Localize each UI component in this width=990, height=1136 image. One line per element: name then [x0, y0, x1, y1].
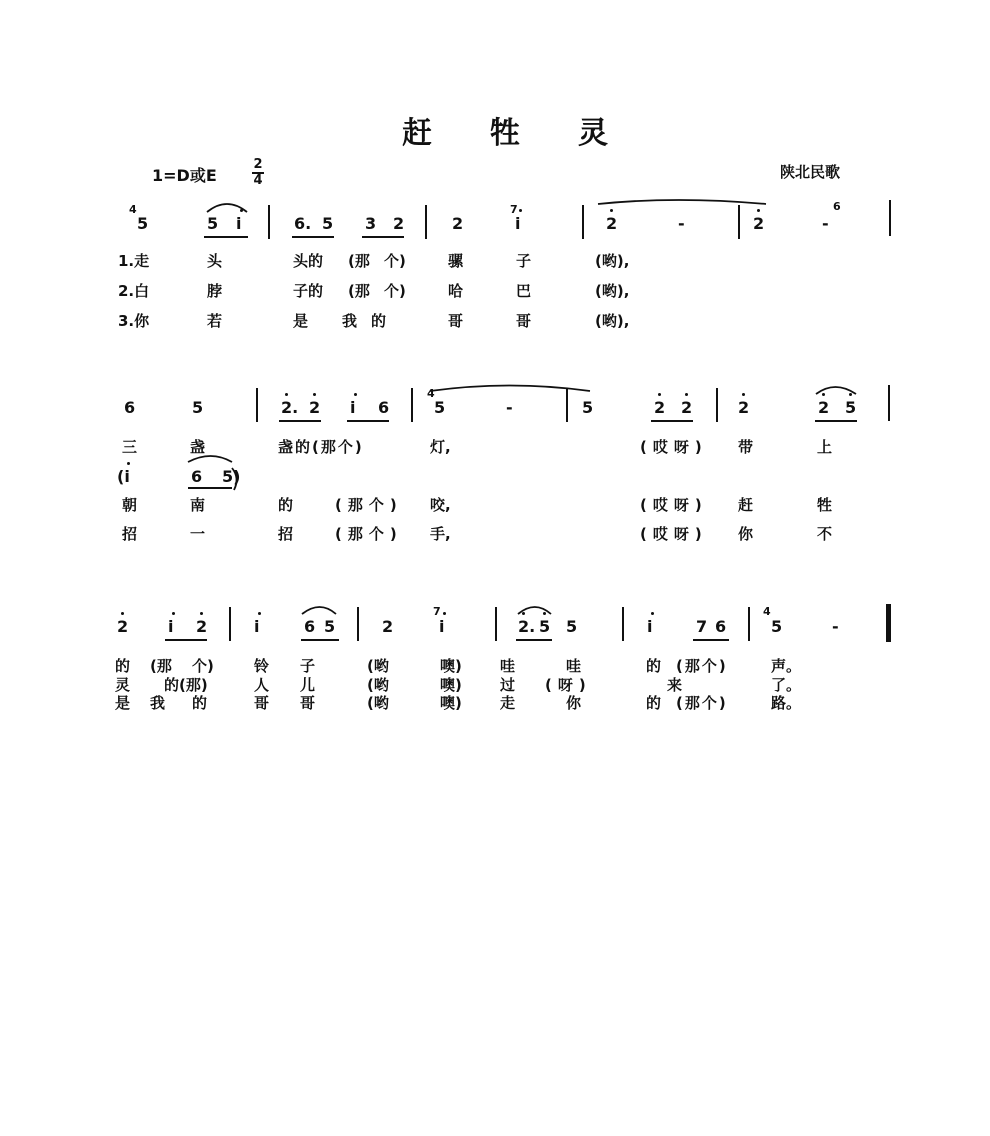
- grace-note: 7: [510, 203, 518, 216]
- note: 5: [324, 617, 336, 636]
- note: 5: [137, 214, 149, 233]
- grace-note: 4: [427, 387, 435, 400]
- grace-note: 6: [833, 200, 841, 213]
- note: 7: [696, 617, 708, 636]
- note: 2: [117, 617, 129, 636]
- song-origin: 陕北民歌: [780, 163, 841, 181]
- time-signature-bottom: 4: [253, 173, 263, 188]
- note: 5: [582, 398, 594, 417]
- key-signature: 1=D或E: [152, 166, 217, 185]
- note: -: [506, 398, 513, 417]
- alt-note: 5): [222, 467, 241, 486]
- note: 2: [382, 617, 394, 636]
- note: i: [515, 214, 521, 233]
- grace-note: 4: [129, 203, 137, 216]
- note: 5: [566, 617, 578, 636]
- note: 3: [365, 214, 377, 233]
- song-title: 赶牲灵: [402, 116, 666, 151]
- note: 2: [606, 214, 618, 233]
- note: 2: [309, 398, 321, 417]
- grace-note: 7: [433, 605, 441, 618]
- note: 6: [124, 398, 136, 417]
- time-signature-top: 2: [253, 157, 263, 172]
- note: 2: [681, 398, 693, 417]
- note: -: [678, 214, 685, 233]
- note: 2: [196, 617, 208, 636]
- note: 2: [753, 214, 765, 233]
- note: i: [236, 214, 242, 233]
- note: 6: [378, 398, 390, 417]
- note: 2: [654, 398, 666, 417]
- note: 5: [434, 398, 446, 417]
- note: i: [168, 617, 174, 636]
- alt-note: (i: [117, 467, 130, 486]
- note: 5: [845, 398, 857, 417]
- note: 2.: [281, 398, 299, 417]
- note: 2: [738, 398, 750, 417]
- alt-note: 6: [191, 467, 203, 486]
- note: 2: [393, 214, 405, 233]
- note: i: [439, 617, 445, 636]
- note: -: [822, 214, 829, 233]
- note: 6: [304, 617, 316, 636]
- note: i: [254, 617, 260, 636]
- note: 2: [818, 398, 830, 417]
- note: 2: [452, 214, 464, 233]
- note: 5: [322, 214, 334, 233]
- note: 5: [771, 617, 783, 636]
- note: 5: [539, 617, 551, 636]
- note: -: [832, 617, 839, 636]
- note: 6: [715, 617, 727, 636]
- note: 5: [207, 214, 219, 233]
- note: 2.: [518, 617, 536, 636]
- note: i: [350, 398, 356, 417]
- note: 6.: [294, 214, 312, 233]
- grace-note: 4: [763, 605, 771, 618]
- note: 5: [192, 398, 204, 417]
- note: i: [647, 617, 653, 636]
